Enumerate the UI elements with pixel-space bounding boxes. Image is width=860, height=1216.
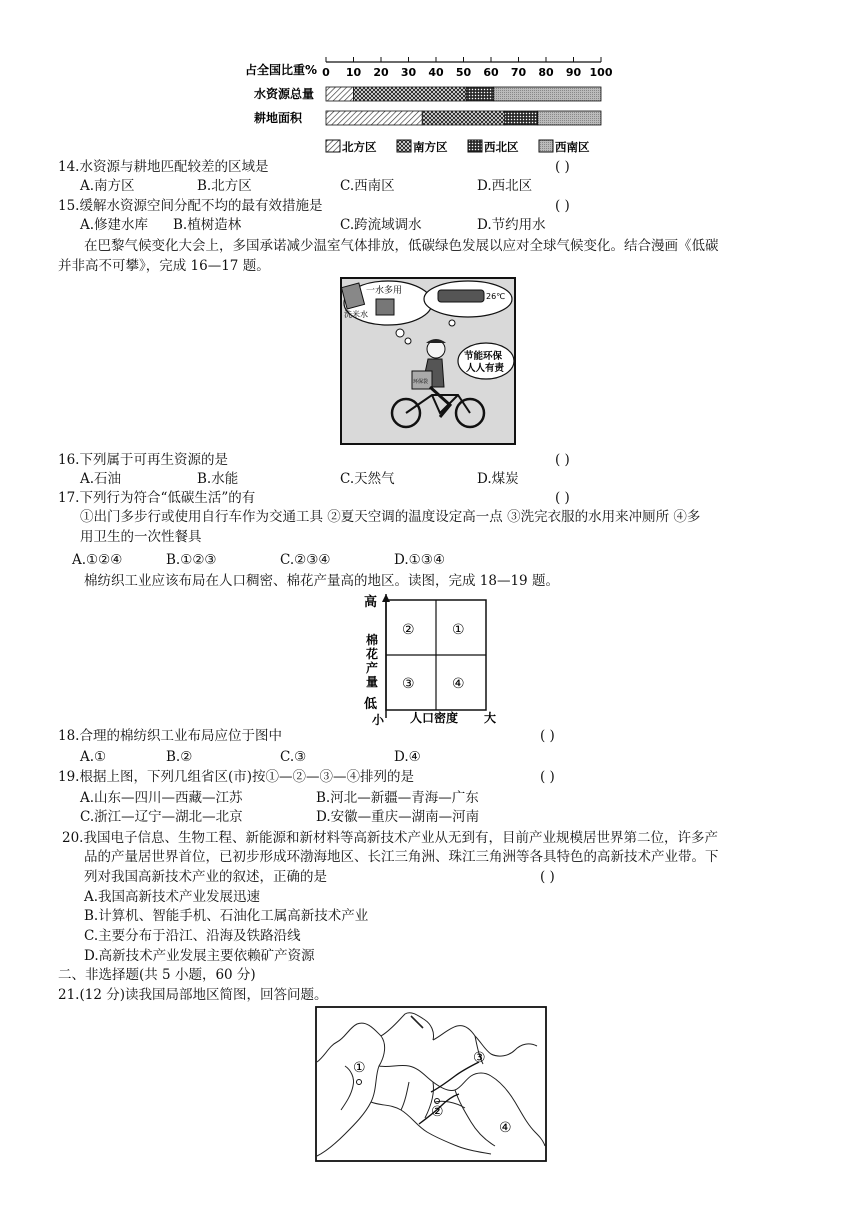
tick-label: 100 (589, 66, 613, 79)
q20-bracket: ( ) (540, 869, 555, 885)
q14-option-b[interactable]: B.北方区 (197, 178, 252, 194)
q19-option-a[interactable]: A.山东—四川—西藏—江苏 (80, 790, 243, 806)
q18-option-d[interactable]: D.④ (394, 749, 421, 765)
q15-option-a[interactable]: A.修建水库 (80, 217, 149, 233)
quadrant-y-label-2: 产 (366, 661, 379, 675)
q17-line1: ①出门多步行或使用自行车作为交通工具 ②夏天空调的温度设定高一点 ③洗完衣服的水用来冲厕所 ④多 (80, 509, 701, 525)
q19-option-c[interactable]: C.浙江—辽宁—湖北—北京 (80, 809, 243, 825)
q17-option-a[interactable]: A.①②④ (72, 552, 123, 568)
legend-swatch (468, 140, 482, 152)
q14-option-a[interactable]: A.南方区 (80, 178, 135, 194)
legend-swatch (397, 140, 411, 152)
tick-label: 20 (373, 66, 389, 79)
tick-label: 0 (322, 66, 330, 79)
q14-bracket: ( ) (555, 159, 570, 175)
tick-label: 10 (345, 66, 362, 79)
q17-option-d[interactable]: D.①③④ (394, 552, 445, 568)
tick-label: 50 (455, 66, 472, 79)
map-label-2: ② (431, 1104, 444, 1120)
q16-bracket: ( ) (555, 452, 570, 468)
map-label-1: ① (353, 1060, 366, 1076)
bar-segment (326, 111, 422, 125)
bar-segment (505, 111, 538, 125)
q19-bracket: ( ) (540, 769, 555, 785)
bar-segment (466, 87, 494, 101)
cartoon-bag-text: 环保袋 (413, 379, 429, 385)
quadrant-cell-4: ④ (452, 676, 465, 692)
q19-option-b[interactable]: B.河北—新疆—青海—广东 (316, 790, 479, 806)
regional-map (315, 1006, 547, 1162)
q20-option-d[interactable]: D.高新技术产业发展主要依赖矿产资源 (84, 948, 315, 964)
legend-swatch (539, 140, 553, 152)
map-label-3: ③ (473, 1050, 486, 1066)
q20-option-c[interactable]: C.主要分布于沿江、沿海及铁路沿线 (84, 928, 301, 944)
q18-option-c[interactable]: C.③ (280, 749, 307, 765)
section2-title: 二、非选择题(共 5 小题，60 分) (58, 967, 256, 983)
legend-label: 西北区 (484, 140, 519, 154)
quadrant-x-label: 人口密度 (410, 711, 459, 725)
q15-option-b[interactable]: B.植树造林 (173, 217, 242, 233)
bar-segment (494, 87, 601, 101)
cartoon-speech1: 节能环保 (464, 351, 503, 362)
q20-line1: 20.我国电子信息、生物工程、新能源和新材料等高新技术产业从无到有，目前产业规模居世界第二位，许多产 (62, 830, 718, 846)
q17-option-c[interactable]: C.②③④ (280, 552, 331, 568)
legend-label: 南方区 (413, 140, 448, 154)
q19-option-d[interactable]: D.安徽—重庆—湖南—河南 (316, 809, 480, 825)
category-label-farmland: 耕地面积 (254, 111, 303, 125)
q15-option-d[interactable]: D.节约用水 (477, 217, 546, 233)
q20-line2: 品的产量居世界首位，已初步形成环渤海地区、长江三角洲、珠江三角洲等各具特色的高新技术产业带。下 (84, 849, 719, 865)
legend-swatch (326, 140, 340, 152)
bar-segment (422, 111, 505, 125)
quadrant-cell-3: ③ (402, 676, 415, 692)
cartoon-bubble2-text: 洗米水 (344, 310, 368, 319)
q14-option-d[interactable]: D.西北区 (477, 178, 533, 194)
quadrant-y-label-0: 棉 (366, 633, 379, 647)
intro16-line1: 在巴黎气候变化大会上，多国承诺减少温室气体排放，低碳绿色发展以应对全球气候变化。结合漫画《低碳 (84, 238, 719, 254)
cartoon-speech2: 人人有责 (466, 363, 505, 374)
cotton-population-quadrant (362, 590, 502, 726)
q20-line3: 列对我国高新技术产业的叙述，正确的是 (84, 869, 327, 885)
bar-segment (538, 111, 601, 125)
q17-bracket: ( ) (555, 490, 570, 506)
tick-label: 30 (400, 66, 417, 79)
legend-label: 西南区 (555, 140, 590, 154)
map-label-4: ④ (499, 1120, 512, 1136)
quadrant-cell-1: ① (452, 622, 465, 638)
quadrant-y-label-1: 花 (366, 647, 379, 661)
q17-line2: 用卫生的一次性餐具 (80, 529, 202, 545)
q15-bracket: ( ) (555, 198, 570, 214)
q20-option-b[interactable]: B.计算机、智能手机、石油化工属高新技术产业 (84, 908, 369, 924)
q18-option-a[interactable]: A.① (80, 749, 107, 765)
tick-label: 80 (538, 66, 554, 79)
q15-option-c[interactable]: C.跨流域调水 (340, 217, 422, 233)
q16-stem: 16.下列属于可再生资源的是 (58, 452, 228, 468)
quadrant-y-high: 高 (364, 595, 378, 610)
q21-stem: 21.(12 分)读我国局部地区简图，回答问题。 (58, 987, 328, 1003)
cartoon-bubble1-text: 一水多用 (366, 286, 403, 296)
bar-segment (354, 87, 467, 101)
q18-stem: 18.合理的棉纺织工业布局应位于图中 (58, 728, 282, 744)
q16-option-c[interactable]: C.天然气 (340, 471, 395, 487)
intro16-line2: 并非高不可攀》，完成 16—17 题。 (58, 258, 270, 274)
quadrant-x-small: 小 (372, 713, 385, 726)
q18-option-b[interactable]: B.② (166, 749, 193, 765)
intro18-text: 棉纺织工业应该布局在人口稠密、棉花产量高的地区。读图，完成 18—19 题。 (84, 573, 559, 589)
tick-label: 60 (483, 66, 499, 79)
q16-option-d[interactable]: D.煤炭 (477, 471, 519, 487)
quadrant-x-big: 大 (484, 711, 497, 725)
q17-option-b[interactable]: B.①②③ (166, 552, 217, 568)
axis-label: 占全国比重% (245, 63, 318, 77)
legend-label: 北方区 (342, 140, 377, 154)
category-label-water: 水资源总量 (254, 87, 315, 101)
q19-stem: 19.根据上图，下列几组省区(市)按①—②—③—④排列的是 (58, 769, 415, 785)
q15-stem: 15.缓解水资源空间分配不均的最有效措施是 (58, 198, 323, 214)
cartoon-temp-text: 26℃ (486, 292, 506, 301)
q16-option-a[interactable]: A.石油 (80, 471, 122, 487)
tick-label: 40 (428, 66, 444, 79)
bar-segment (326, 87, 354, 101)
tick-label: 90 (565, 66, 582, 79)
q14-option-c[interactable]: C.西南区 (340, 178, 395, 194)
quadrant-y-label-3: 量 (366, 675, 379, 689)
q14-stem: 14.水资源与耕地匹配较差的区域是 (58, 159, 269, 175)
q16-option-b[interactable]: B.水能 (197, 471, 239, 487)
water-farmland-chart (240, 52, 630, 162)
low-carbon-cartoon (340, 277, 516, 445)
quadrant-cell-2: ② (402, 622, 415, 638)
quadrant-y-low: 低 (364, 697, 378, 712)
q18-bracket: ( ) (540, 728, 555, 744)
q17-stem: 17.下列行为符合“低碳生活”的有 (58, 490, 256, 506)
tick-label: 70 (510, 66, 527, 79)
q20-option-a[interactable]: A.我国高新技术产业发展迅速 (84, 889, 261, 905)
